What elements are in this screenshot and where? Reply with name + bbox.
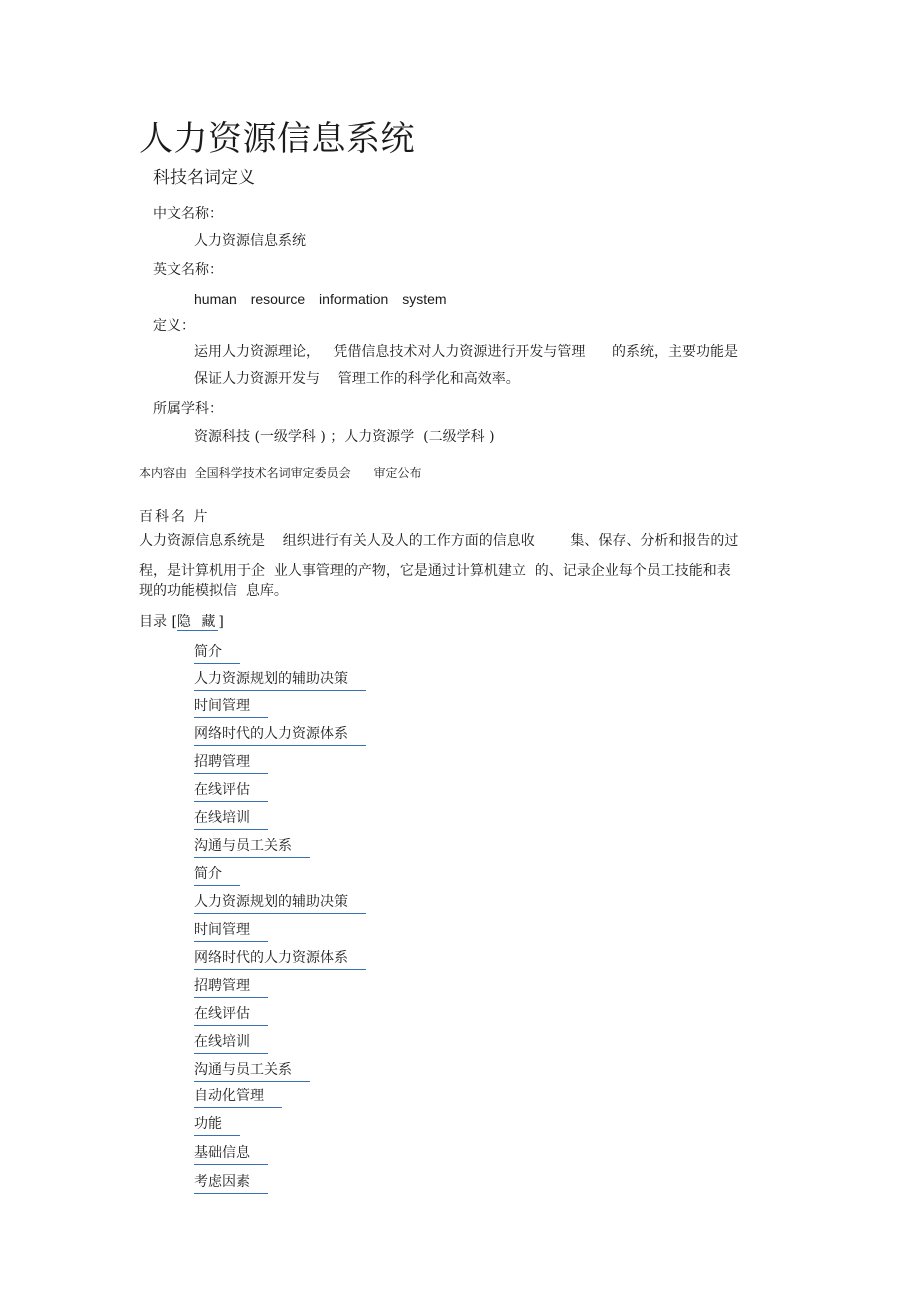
toc-item-online-training[interactable]: 在线培训 [194,807,268,830]
toc-item-communication[interactable]: 沟通与员工关系 [194,835,310,858]
toc-item-network-hr-system[interactable]: 网络时代的人力资源体系 [194,947,366,970]
toc-item-basic-info[interactable]: 基础信息 [194,1142,268,1165]
toc-item-functions[interactable]: 功能 [194,1113,240,1136]
toc-item-online-assessment[interactable]: 在线评估 [194,779,268,802]
baike-heading: 百科名 片 [139,509,210,525]
toc-hide-link[interactable]: 隐 藏 [176,614,219,630]
toc-item-online-assessment[interactable]: 在线评估 [194,1003,268,1026]
baike-line-3: 现的功能模拟信 息库。 [139,583,288,599]
toc-item-intro[interactable]: 简介 [194,863,240,886]
definition-label: 定义： [153,318,195,334]
toc-item-intro[interactable]: 简介 [194,641,240,664]
discipline-label: 所属学科： [153,401,223,417]
toc-item-online-training[interactable]: 在线培训 [194,1031,268,1054]
page-subtitle: 科技名词定义 [153,168,255,188]
toc-item-automation[interactable]: 自动化管理 [194,1085,282,1108]
toc-label [139,611,224,633]
chinese-name-label: 中文名称： [153,206,223,222]
toc-item-recruitment[interactable]: 招聘管理 [194,975,268,998]
english-name-value: human resource information system [194,291,447,307]
toc-item-time-management[interactable]: 时间管理 [194,695,268,718]
toc-item-time-management[interactable]: 时间管理 [194,919,268,942]
page-title: 人力资源信息系统 [139,119,415,159]
definition-line-1: 运用人力资源理论， 凭借信息技术对人力资源进行开发与管理 的系统，主要功能是 [194,344,739,360]
english-name-label: 英文名称： [153,262,223,278]
source-note: 本内容由 全国科学技术名词审定委员会 审定公布 [139,466,422,480]
toc-item-planning-decision[interactable]: 人力资源规划的辅助决策 [194,891,366,914]
toc-item-communication[interactable]: 沟通与员工关系 [194,1059,310,1082]
baike-line-1: 人力资源信息系统是 组织进行有关人及人的工作方面的信息收 集、保存、分析和报告的过 [139,533,739,549]
definition-line-2: 保证人力资源开发与 管理工作的科学化和高效率。 [194,371,520,387]
toc-item-planning-decision[interactable]: 人力资源规划的辅助决策 [194,668,366,691]
toc-item-recruitment[interactable]: 招聘管理 [194,751,268,774]
discipline-value: 资源科技 (一级学科 ) ；人力资源学 (二级学科 ) [194,429,495,445]
toc-label-prefix: 目录 [ [139,614,177,630]
baike-line-2: 程，是计算机用于企 业人事管理的产物，它是通过计算机建立 的、记录企业每个员工技能和表 [139,563,731,579]
toc-item-network-hr-system[interactable]: 网络时代的人力资源体系 [194,723,366,746]
chinese-name-value: 人力资源信息系统 [194,233,306,249]
toc-item-considerations[interactable]: 考虑因素 [194,1171,268,1194]
toc-label-suffix: ] [218,614,224,630]
